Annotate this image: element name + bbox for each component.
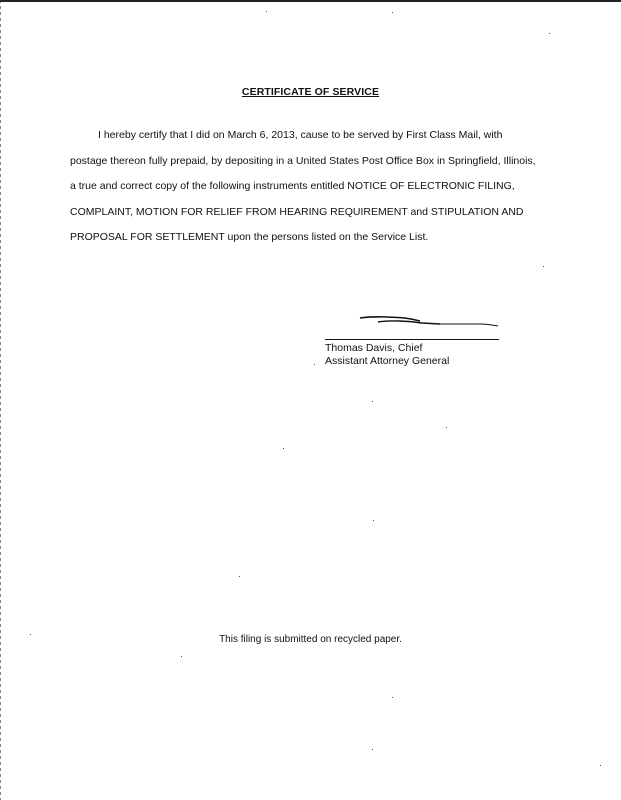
- scan-speck: [549, 33, 550, 34]
- signer-block: [325, 342, 449, 367]
- scan-speck: [372, 401, 373, 402]
- scan-speck: [239, 576, 240, 577]
- scan-speck: [543, 266, 544, 267]
- scan-speck: [266, 11, 267, 12]
- scan-speck: [314, 364, 315, 365]
- signer-title: Assistant Attorney General: [325, 354, 450, 367]
- scan-speck: [372, 749, 373, 750]
- scan-speck: [30, 634, 31, 635]
- signer-name: Thomas Davis, Chief: [325, 342, 423, 354]
- scan-speck: [392, 12, 393, 13]
- scan-speck: [373, 520, 374, 521]
- handwritten-signature: [350, 306, 510, 336]
- scan-speck: [600, 765, 601, 766]
- recycled-paper-note: This filing is submitted on recycled paper.: [219, 634, 402, 645]
- document-title: CERTIFICATE OF SERVICE: [241, 86, 380, 98]
- signature-line: [325, 339, 499, 340]
- scan-speck: [181, 656, 182, 657]
- page-left-edge: [0, 0, 1, 800]
- scan-speck: [392, 697, 393, 698]
- certificate-body-text: I hereby certify that I did on March 6, 2013, cause to be served by First Class Mail, with postage thereon fully prepaid, by depositing in a United States Post Office Box in Springfield, Illinois, a true and correct copy of the following instruments entitled NOTICE OF ELECTRONIC FILING, COMPLAINT, MOTION FOR RELIEF FROM HEARING REQUIREMENT and STIPULATION AND PROPOSAL FOR SETTLEMENT upon the persons listed on the Service List.: [70, 129, 536, 243]
- page-top-edge: [0, 0, 621, 2]
- certificate-body: [70, 123, 540, 251]
- scan-speck: [446, 427, 447, 428]
- scan-speck: [283, 448, 284, 449]
